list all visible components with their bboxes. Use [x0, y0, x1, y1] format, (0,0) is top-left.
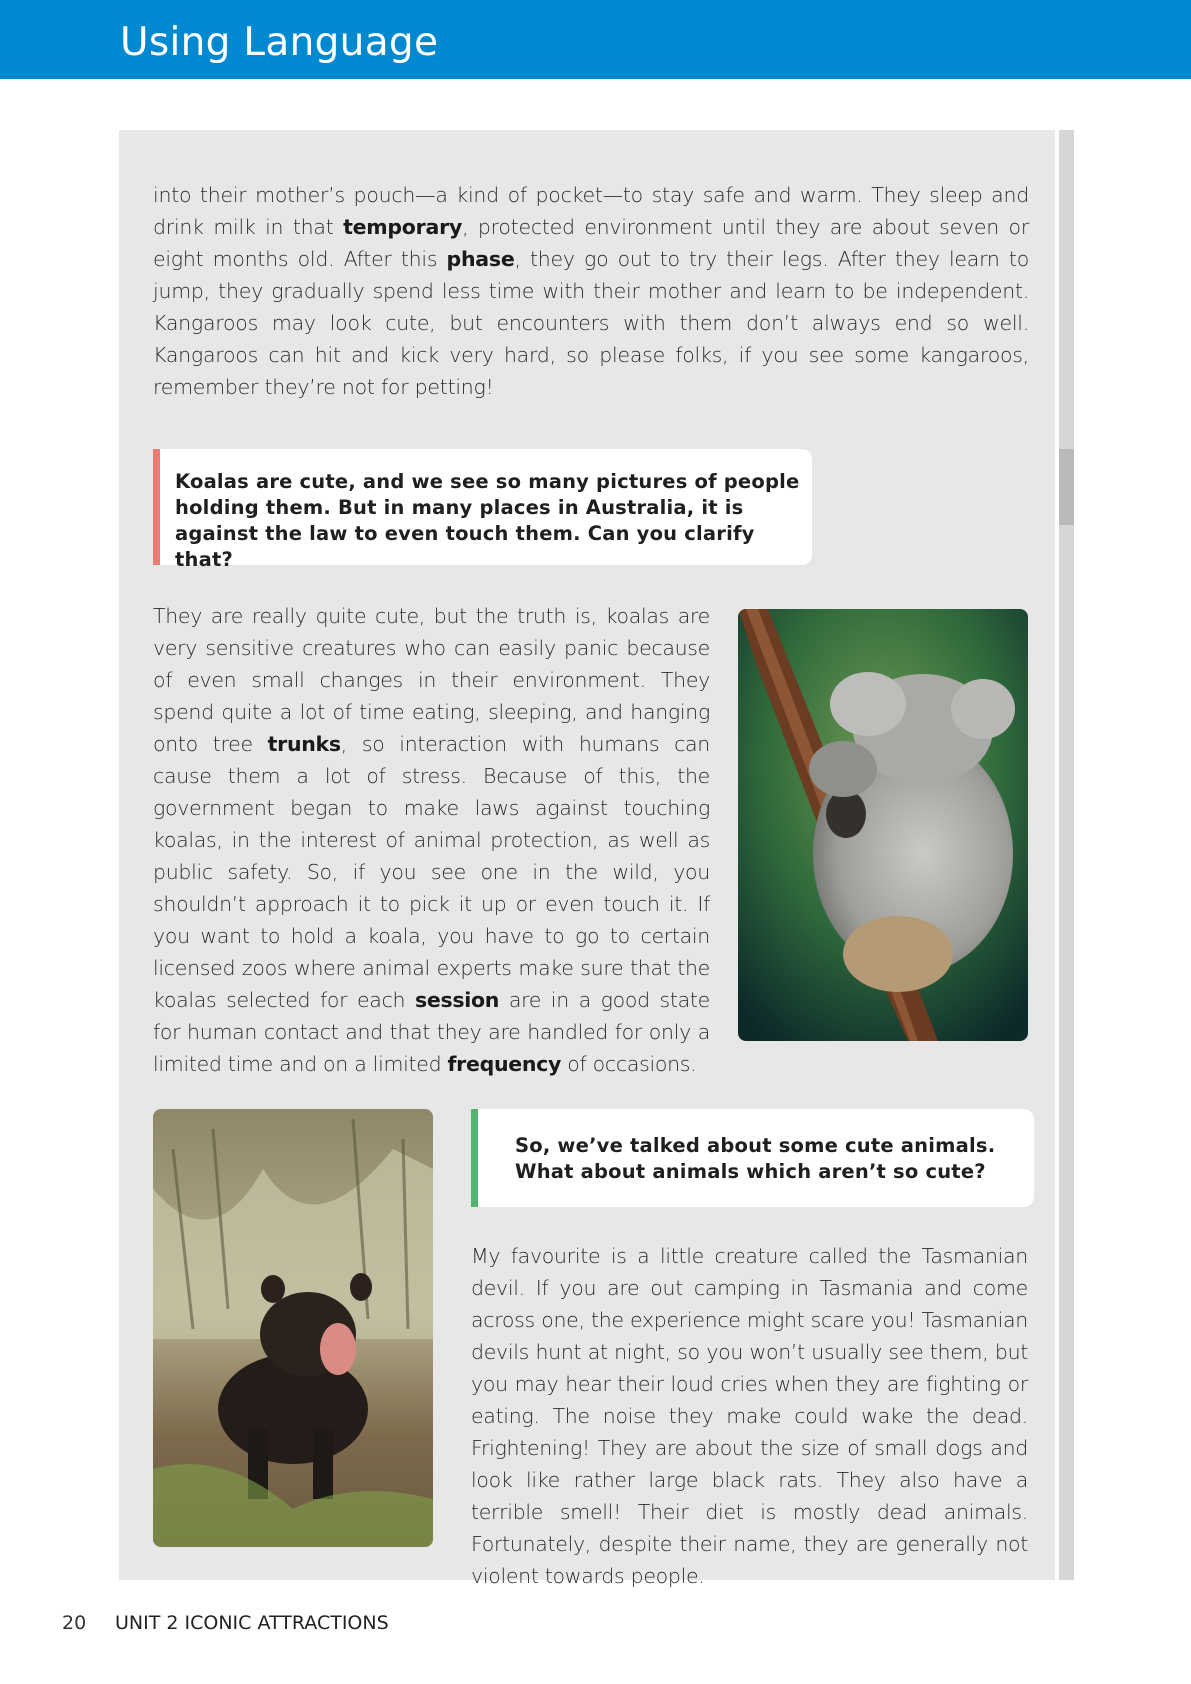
vocabulary-word: session	[414, 988, 500, 1012]
text-run: They are really quite cute, but the truth is, koalas are very sensitive creatures who can easily panic because of even small changes in their environment. They spend quite a lot of time eating, sleeping, and hanging onto tree	[153, 604, 717, 756]
paragraph-koalas	[153, 600, 717, 1080]
header-bar	[0, 0, 1191, 79]
text-run: of occasions.	[561, 1052, 697, 1076]
page-number: 20	[62, 1612, 87, 1634]
text-run: My favourite is a little creature called the Tasmanian devil. If you are out camping in Tasmania and come across one, the experience might scare you! Tasmanian devils hunt at night, so you won’t usually see them, but you may hear their loud cries when they are fighting or eating. The noise they make could wake the dead. Frightening! They are about the size of small dogs and look like rather large black rats. They also have a terrible smell! Their diet is mostly dead animals. Fortunately, despite their name, they are generally not violent towards people.	[471, 1244, 1035, 1588]
vocabulary-word: phase	[446, 247, 515, 271]
text-run: , they go out to try their legs. After they learn to jump, they gradually spend less time with their mother and learn to be independent. Kangaroos may look cute, but encounters with them don’t always end so well. Kangaroos can hit and kick very hard, so please folks, if you see some kangaroos, remember they’re not for petting!	[153, 247, 1036, 399]
vocabulary-word: temporary	[343, 215, 463, 239]
question-devils: So, we’ve talked about some cute animals. What about animals which aren’t so cute?	[515, 1134, 996, 1183]
page-title: Using Language	[120, 20, 439, 65]
text-run: into their mother’s pouch—a kind of pocket—to stay safe and warm. They sleep and drink milk in that	[153, 183, 1036, 239]
paragraph-kangaroos	[153, 179, 1036, 403]
text-run: , protected environment until they are about seven or eight months old. After this	[153, 215, 1036, 271]
koala-photo	[738, 609, 1028, 1041]
question-box-devils	[471, 1109, 1034, 1207]
text-run: are in a good state for human contact and that they are handled for only a limited time and on a limited	[153, 988, 717, 1076]
unit-label: UNIT 2 ICONIC ATTRACTIONS	[115, 1612, 389, 1634]
tasmanian-devil-photo	[153, 1109, 433, 1547]
text-run: , so interaction with humans can cause them a lot of stress. Because of this, the government began to make laws against touching koalas, in the interest of animal protection, as well as public safety. So, if you see one in the wild, you shouldn’t approach it to pick it up or even touch it. If you want to hold a koala, you have to go to certain licensed zoos where animal experts make sure that the koalas selected for each	[153, 732, 717, 1012]
scrollbar-thumb[interactable]	[1059, 449, 1074, 525]
vocabulary-word: trunks	[267, 732, 341, 756]
scrollbar[interactable]	[1059, 130, 1074, 1580]
question-box-koalas	[153, 449, 812, 571]
vocabulary-word: frequency	[447, 1052, 562, 1076]
question-koalas: Koalas are cute, and we see so many pictures of people holding them. But in many places in Australia, it is against the law to even touch them. Can you clarify that?	[175, 470, 800, 571]
paragraph-tasmanian-devil	[471, 1240, 1035, 1592]
